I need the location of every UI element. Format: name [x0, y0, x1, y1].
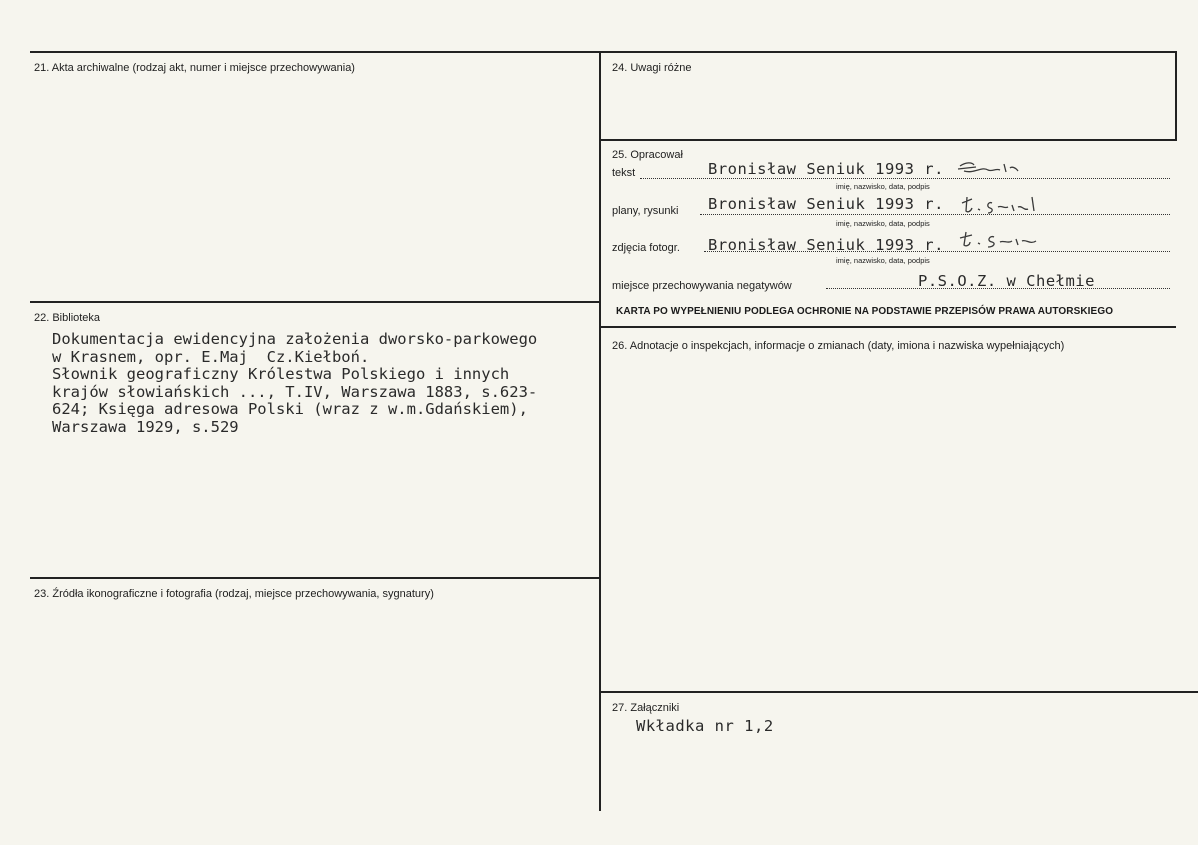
section-22-line-6: Warszawa 1929, s.529 [52, 417, 239, 436]
signature-3-icon [956, 229, 1052, 253]
divider-26-27 [600, 691, 1198, 693]
negatives-value: P.S.O.Z. w Chełmie [918, 272, 1095, 290]
section-22-line-3: Słownik geograficzny Królestwa Polskiego i innych [52, 365, 510, 383]
row-photos-caption: imię, nazwisko, data, podpis [836, 256, 930, 265]
section-22-label: 22. Biblioteka [34, 312, 101, 324]
row-photos-label: zdjęcia fotogr. [612, 242, 680, 254]
section-21-label: 21. Akta archiwalne (rodzaj akt, numer i miejsce przechowywania) [34, 62, 355, 74]
section-22-line-4: krajów słowiańskich ..., T.IV, Warszawa 1883, s.623- [52, 382, 538, 401]
row-photos-value: Bronisław Seniuk 1993 r. [708, 236, 944, 254]
row-text-dotline [640, 178, 1170, 179]
section-24-label: 24. Uwagi różne [612, 62, 692, 74]
section-27-value: Wkładka nr 1,2 [636, 717, 774, 735]
negatives-label: miejsce przechowywania negatywów [612, 280, 792, 292]
divider-22-23 [30, 577, 600, 579]
signature-1-icon [954, 156, 1024, 178]
section-26-label: 26. Adnotacje o inspekcjach, informacje o zmianach (daty, imiona i nazwiska wypełniających) [612, 340, 1065, 352]
section-22-line-1: Dokumentacja ewidencyjna założenia dworsko-parkowego [52, 330, 538, 348]
center-divider [599, 51, 601, 811]
row-text-label: tekst [612, 167, 636, 179]
row-plans-caption: imię, nazwisko, data, podpis [836, 219, 930, 228]
section-25-label: 25. Opracował [612, 149, 683, 161]
top-border [30, 51, 1176, 53]
row-plans-dotline [700, 214, 1170, 215]
row-plans-label: plany, rysunki [612, 205, 679, 217]
section-27-label: 27. Załączniki [612, 702, 680, 714]
divider-25-26 [600, 326, 1176, 328]
row-text-caption: imię, nazwisko, data, podpis [836, 182, 930, 191]
right-border [1175, 51, 1177, 141]
section-22-line-2: w Krasnem, opr. E.Maj Cz.Kiełboń. [52, 347, 370, 366]
section-23-label: 23. Źródła ikonograficzne i fotografia (rodzaj, miejsce przechowywania, sygnatury) [34, 588, 434, 600]
row-text-value: Bronisław Seniuk 1993 r. [708, 160, 944, 178]
divider-24-25 [600, 139, 1176, 141]
signature-2-icon [958, 193, 1050, 217]
divider-21-22 [30, 301, 600, 303]
row-plans-value: Bronisław Seniuk 1993 r. [708, 195, 944, 213]
section-22-line-5: 624; Księga adresowa Polski (wraz z w.m.Gdańskiem), [52, 400, 528, 418]
copyright-notice: KARTA PO WYPEŁNIENIU PODLEGA OCHRONIE NA PODSTAWIE PRZEPISÓW PRAWA AUTORSKIEGO [616, 306, 1114, 317]
